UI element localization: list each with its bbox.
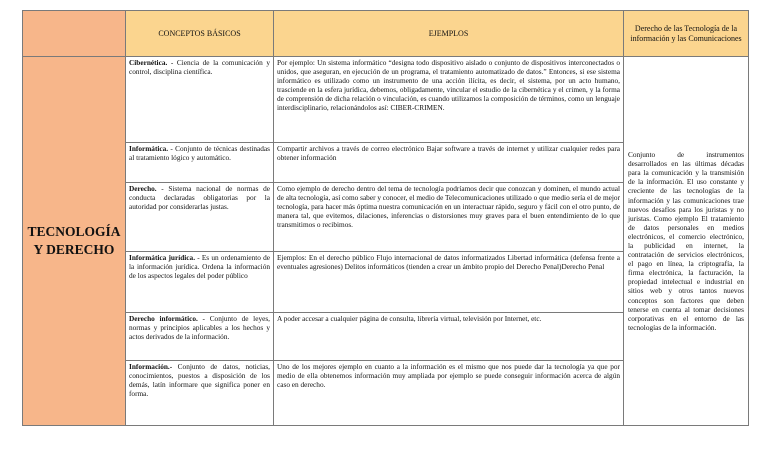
concept-definition: - Conjunto de técnicas destinadas al tratamiento lógico y automático. (129, 144, 270, 163)
main-title: TECNOLOGÍA Y DERECHO (23, 57, 126, 426)
concept-cell (126, 252, 274, 313)
example-cell: Uno de los mejores ejemplo en cuanto a la información es el mismo que nos puede dar la tecnología ya que por medio de ella obtenemos información muy ampliada por ejemplo se puede conseguir información acerca de algún caso en derecho. (274, 361, 624, 426)
third-column-text: Conjunto de instrumentos desarrollados en las últimas décadas para la comunicación y la transmisión de la información. El uso constante y creciente de las tecnologías de la información y las comunicaciones trae nuevos desafíos para los juristas y no juristas. Como ejemplo El tratamiento de datos personales en medios electrónicos, el comercio electrónico, la publicidad en internet, la contratación de servicios electrónicos, el pago en línea, la criptografía, la firma electrónica, la facturación, la propiedad intelectual e industrial en sitios web y otros tantos nuevos conceptos son factores que deben tenerse en cuenta al tomar decisiones corporativas en el entorno de las tecnologías de la información. (624, 57, 749, 426)
example-cell: Por ejemplo: Un sistema informático “designa todo dispositivo aislado o conjunto de dispositivos interconectados o unidos, que aseguran, en ejecución de un programa, el tratamiento automatizado de datos.” Entonces, si ese sistema informático es utilizado como un instrumento de una acción ilícita, es decir, el sistema, por un acto humano, trasciende en la esfera jurídica, debemos, obligadamente, vincular el estudio de la cibernética y el crimen, y la forma de comprensión de dicha relación o vinculación, es cuando utilizamos la composición de términos, como un lenguaje interdisciplinario, relacionándolos así: CIBER-CRIMEN. (274, 57, 624, 143)
concept-table (22, 10, 749, 426)
conceptos-header: CONCEPTOS BÁSICOS (126, 11, 274, 57)
concept-term: Informática jurídica. (129, 253, 196, 262)
concept-cell (126, 143, 274, 183)
concept-cell (126, 57, 274, 143)
concept-cell (126, 183, 274, 252)
third-column-header: Derecho de las Tecnología de la información y las Comunicaciones (624, 11, 749, 57)
concept-term: Cibernética. (129, 58, 168, 67)
concept-definition: - Conjunto de leyes, normas y principios aplicables a los hechos y actos derivados de la información. (129, 314, 270, 342)
example-cell: Compartir archivos a través de correo electrónico Bajar software a través de internet y utilizar cualquier redes para obtener información (274, 143, 624, 183)
concept-definition: Conjunto de datos, noticias, conocimientos, puestos a disposición de los demás, latín informare que significa poner en forma. (129, 362, 270, 399)
concept-cell (126, 361, 274, 426)
concept-term: Derecho. (129, 184, 157, 193)
example-cell: Como ejemplo de derecho dentro del tema de tecnología podríamos decir que conozcan y dominen, el mundo actual de alta tecnología, así como saber y conocer, el medio de Telecomunicaciones utilizado o que medio sería el de mejor tecnología, para hacer más óptima nuestra comunicación en un interactuar rápido, seguro y fácil con el otro punto, de manera tal, que evitemos, dilaciones, inferencias o distorsiones muy graves para el buen entendimiento de lo que transmitimos o recibimos. (274, 183, 624, 252)
example-cell: A poder accesar a cualquier página de consulta, librería virtual, televisión por Internet, etc. (274, 313, 624, 361)
concept-definition: - Sistema nacional de normas de conducta declaradas obligatorias por la autoridad por considerarlas justas. (129, 184, 270, 212)
concept-term: Información.- (129, 362, 173, 371)
example-cell: Ejemplos: En el derecho público Flujo internacional de datos informatizados Libertad informática (defensa frente a eventuales agresiones) Delitos informáticos (tienden a crear un ámbito propio del Derecho Penal)Derecho Penal (274, 252, 624, 313)
title-header-cell (23, 11, 126, 57)
concept-cell (126, 313, 274, 361)
concept-definition: - Ciencia de la comunicación y control, disciplina científica. (129, 58, 270, 77)
concept-definition: - Es un ordenamiento de la información jurídica. Ordena la información de los aspectos legales del poder público (129, 253, 270, 281)
table-row (23, 57, 749, 143)
header-row (23, 11, 749, 57)
ejemplos-header: EJEMPLOS (274, 11, 624, 57)
concept-term: Derecho informático. (129, 314, 198, 323)
concept-term: Informática. (129, 144, 169, 153)
